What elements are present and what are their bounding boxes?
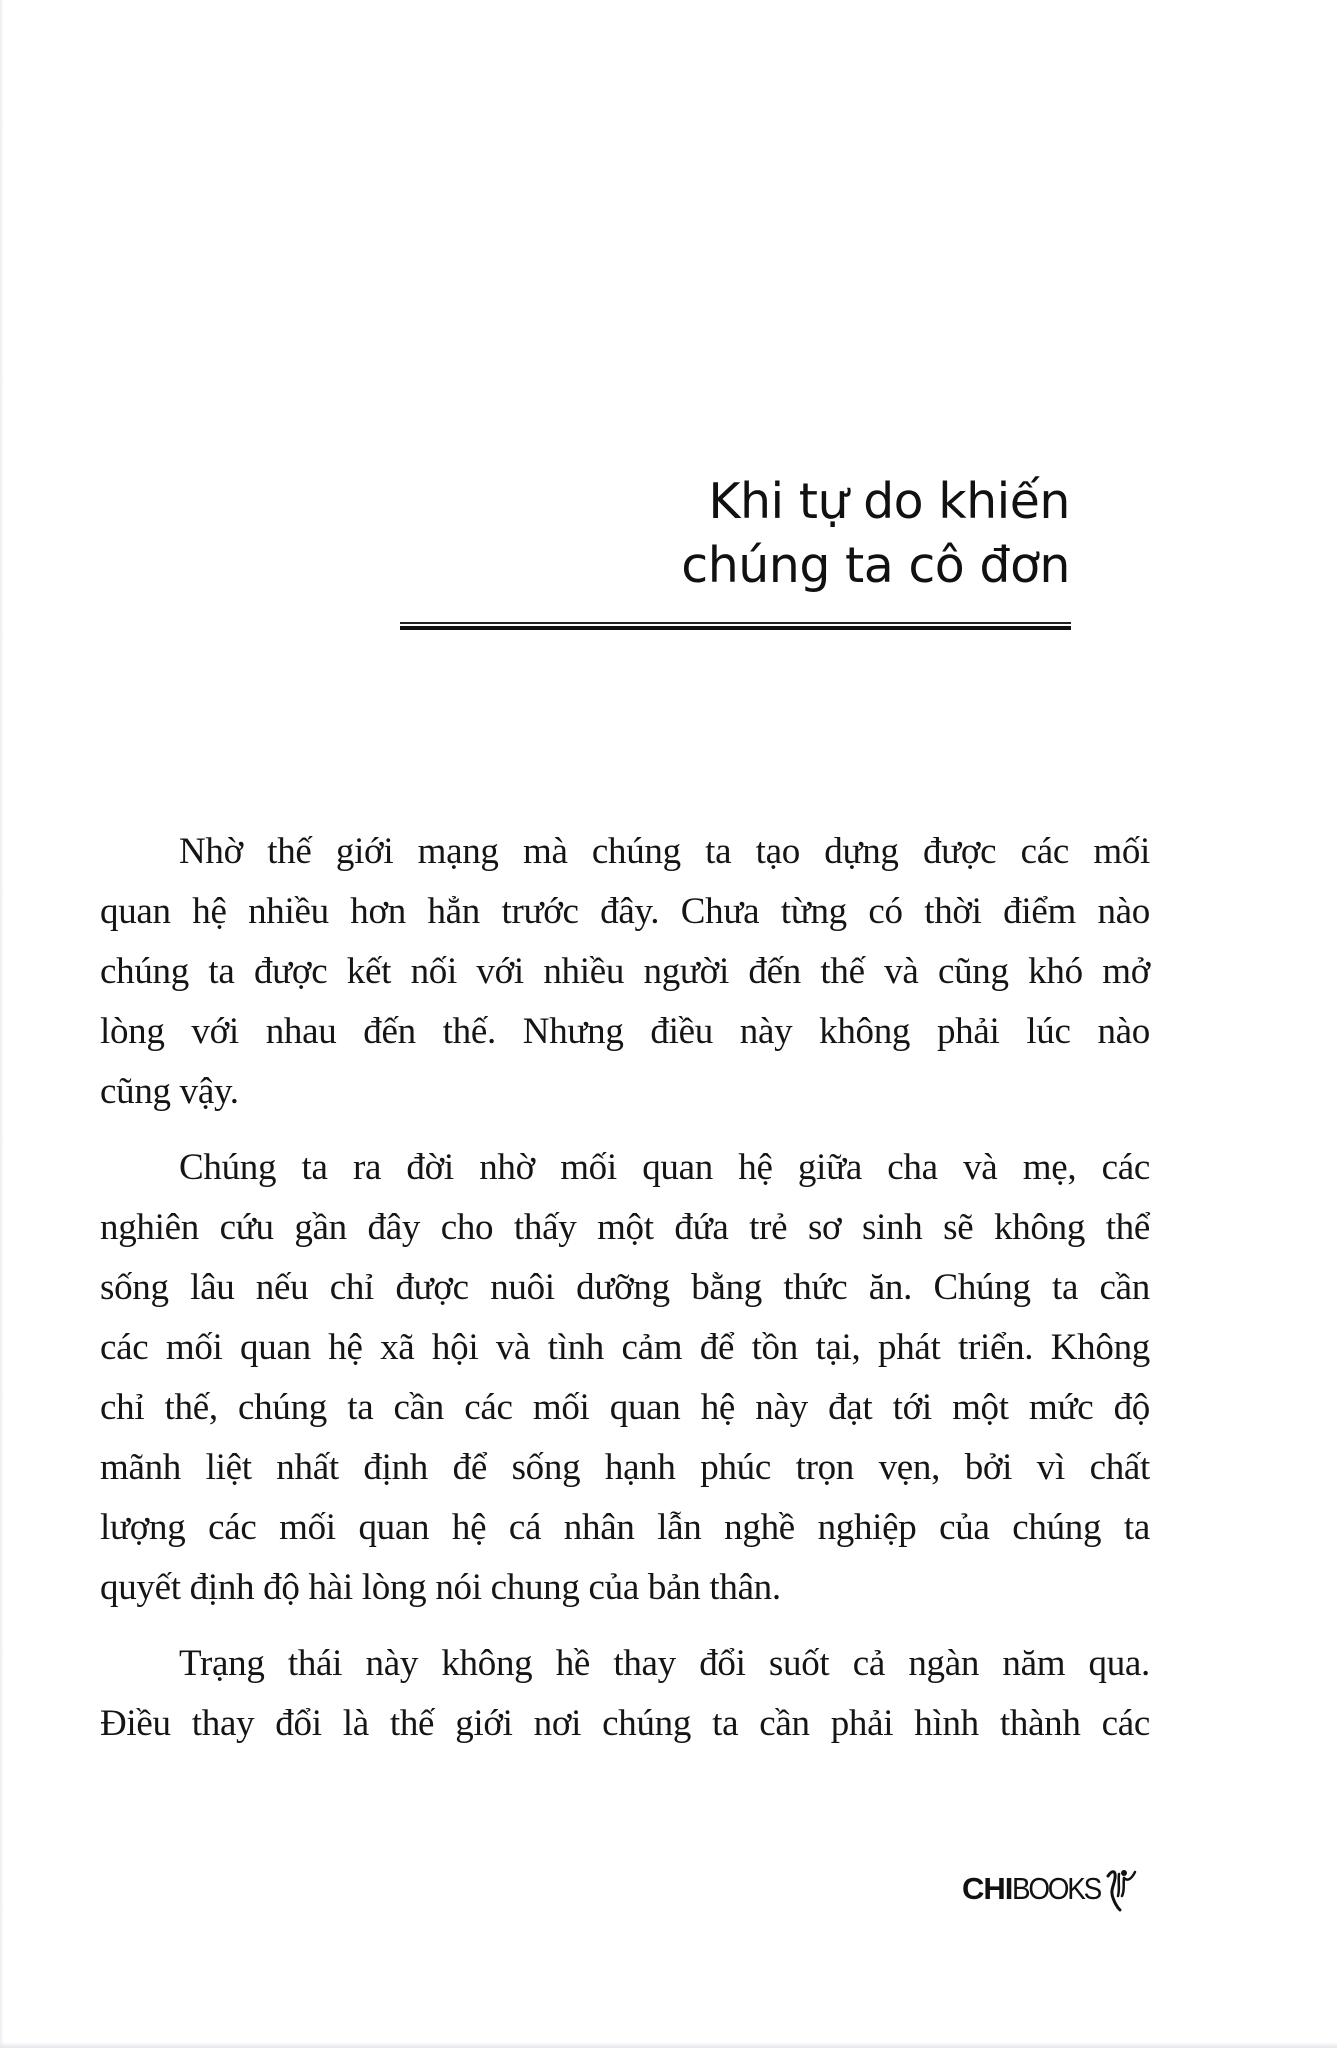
paragraph-3 — [100, 1634, 1150, 1754]
body-text — [100, 822, 1150, 1770]
text-line: quan hệ nhiều hơn hẳn trước đây. Chưa từng có thời điểm nào — [100, 891, 1150, 932]
paragraph-1 — [100, 822, 1150, 1122]
text-line: các mối quan hệ xã hội và tình cảm để tồn tại, phát triển. Không — [100, 1327, 1150, 1368]
text-line: lượng các mối quan hệ cá nhân lẫn nghề nghiệp của chúng ta — [100, 1507, 1150, 1548]
text-line: cũng vậy. — [100, 1071, 239, 1112]
text-line: quyết định độ hài lòng nói chung của bản thân. — [100, 1567, 781, 1608]
title-double-rule — [400, 622, 1071, 631]
paragraph-2 — [100, 1138, 1150, 1618]
text-line: Nhờ thế giới mạng mà chúng ta tạo dựng được các mối — [179, 831, 1150, 872]
text-line: Chúng ta ra đời nhờ mối quan hệ giữa cha và mẹ, các — [179, 1147, 1150, 1188]
chapter-title-line-2: chúng ta cô đơn — [681, 537, 1070, 594]
page-edge — [0, 2042, 1337, 2048]
figure-leaf-icon — [1104, 1868, 1138, 1912]
text-line: sống lâu nếu chỉ được nuôi dưỡng bằng thức ăn. Chúng ta cần — [100, 1267, 1150, 1308]
text-line: chúng ta được kết nối với nhiều người đến thế và cũng khó mở — [100, 951, 1150, 992]
text-line: Điều thay đổi là thế giới nơi chúng ta cần phải hình thành các — [100, 1703, 1150, 1744]
text-line: Trạng thái này không hề thay đổi suốt cả ngàn năm qua. — [179, 1643, 1150, 1684]
page-edge — [0, 0, 4, 2048]
text-line: chỉ thế, chúng ta cần các mối quan hệ này đạt tới một mức độ — [100, 1387, 1150, 1428]
rule-thin-line — [400, 622, 1071, 624]
logo-text-books: BOOKS — [1012, 1871, 1101, 1906]
chapter-title — [681, 470, 1070, 598]
logo-text-chi: CHI — [962, 1871, 1013, 1906]
rule-thick-line — [400, 626, 1071, 630]
publisher-logo — [962, 1868, 1138, 1904]
text-line: mãnh liệt nhất định để sống hạnh phúc trọn vẹn, bởi vì chất — [100, 1447, 1150, 1488]
chapter-title-line-1: Khi tự do khiến — [708, 473, 1070, 530]
text-line: lòng với nhau đến thế. Nhưng điều này không phải lúc nào — [100, 1011, 1150, 1052]
text-line: nghiên cứu gần đây cho thấy một đứa trẻ sơ sinh sẽ không thể — [100, 1207, 1150, 1248]
